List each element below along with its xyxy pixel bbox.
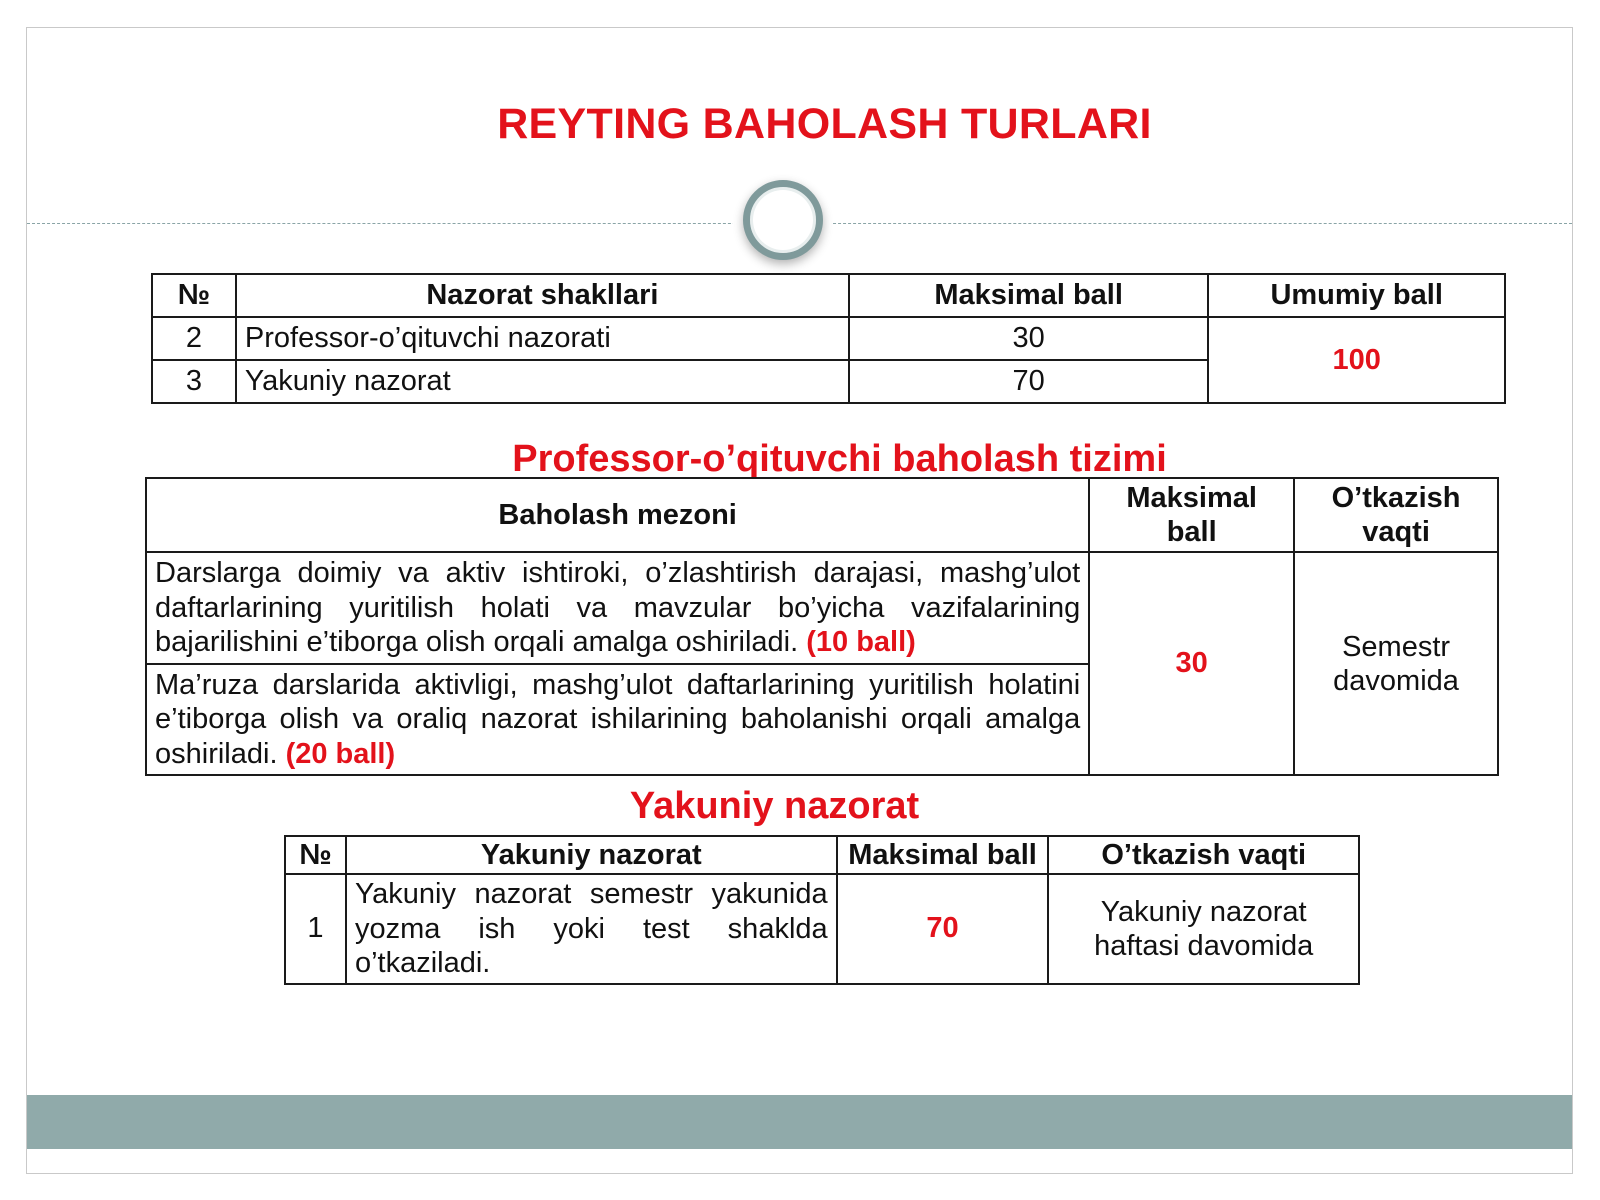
- max-score: 70: [837, 874, 1049, 984]
- criteria-text: Darslarga doimiy va aktiv ishtiroki, o’zlashtirish darajasi, mashg’ulot daftarlarining yuritilish holati va mavzular bo’yicha vazifalarining bajarilishini e’tiborga olish orqali amalga oshiriladi.: [155, 557, 1081, 658]
- col-header-control-forms: Nazorat shakllari: [236, 274, 849, 317]
- row-control-form: Professor-o’qituvchi nazorati: [236, 317, 849, 360]
- section-heading-final-control: Yakuniy nazorat: [629, 785, 920, 827]
- criteria-cell: [146, 552, 1089, 664]
- criteria-text: Ma’ruza darslarida aktivligi, mashg’ulot daftarlarining yuritilish holatini e’tiborga olish va oraliq nazorat ishilarining baholanishi orqali amalga oshiriladi.: [155, 668, 1081, 770]
- col-header-criteria: Baholash mezoni: [146, 478, 1089, 552]
- row-max-score: 70: [849, 360, 1209, 403]
- section-heading-teacher-assessment: Professor-o’qituvchi baholash tizimi: [512, 438, 1167, 480]
- col-header-number: №: [285, 836, 346, 874]
- row-control-form: Yakuniy nazorat: [236, 360, 849, 403]
- rating-types-table: [151, 273, 1506, 404]
- row-number: 3: [152, 360, 236, 403]
- col-header-number: №: [152, 274, 236, 317]
- table-header-row: [285, 836, 1359, 874]
- total-score: 100: [1208, 317, 1505, 403]
- criteria-points: (20 ball): [285, 737, 396, 770]
- table-row: [146, 552, 1498, 664]
- table-header-row: [146, 478, 1498, 552]
- final-control-table: [284, 835, 1360, 985]
- footer-bar: [27, 1095, 1572, 1149]
- col-header-time: O’tkazish vaqti: [1294, 478, 1498, 552]
- table-header-row: [152, 274, 1505, 317]
- col-header-max-score: Maksimal ball: [1089, 478, 1294, 552]
- col-header-max-score: Maksimal ball: [837, 836, 1049, 874]
- teacher-assessment-table: [145, 477, 1499, 776]
- slide: [26, 27, 1573, 1174]
- criteria-cell: [146, 664, 1089, 776]
- ring-ornament-icon: [743, 180, 823, 260]
- col-header-final-control: Yakuniy nazorat: [346, 836, 837, 874]
- conduct-time: Yakuniy nazorat haftasi davomida: [1048, 874, 1359, 984]
- criteria-points: (10 ball): [806, 626, 916, 658]
- row-number: 2: [152, 317, 236, 360]
- col-header-max-score: Maksimal ball: [849, 274, 1209, 317]
- conduct-time: Semestr davomida: [1294, 552, 1498, 775]
- row-max-score: 30: [849, 317, 1209, 360]
- max-score: 30: [1089, 552, 1294, 775]
- col-header-time: O’tkazish vaqti: [1048, 836, 1359, 874]
- col-header-total-score: Umumiy ball: [1208, 274, 1505, 317]
- table-row: [285, 874, 1359, 984]
- table-row: [152, 317, 1505, 360]
- slide-title: REYTING BAHOLASH TURLARI: [497, 100, 1152, 148]
- final-control-description: Yakuniy nazorat semestr yakunida yozma ish yoki test shaklda o’tkaziladi.: [346, 874, 837, 984]
- row-number: 1: [285, 874, 346, 984]
